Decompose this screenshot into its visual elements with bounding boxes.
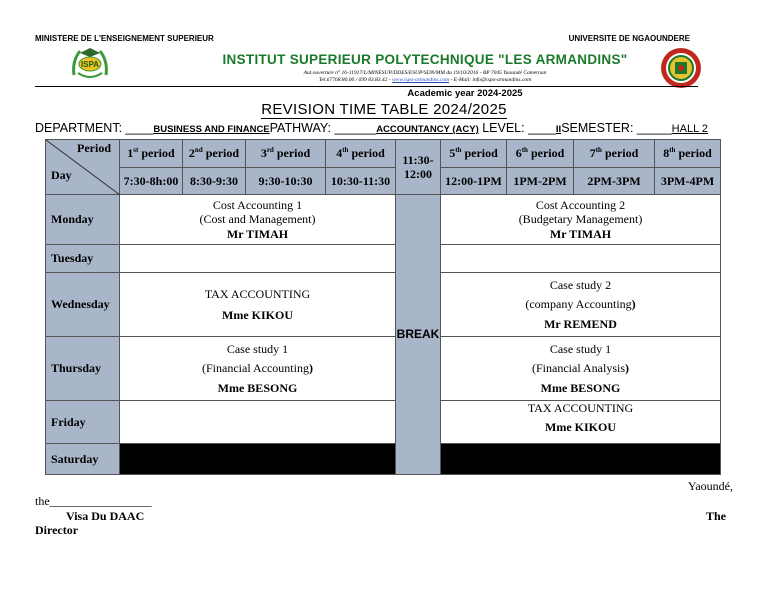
pathway-value: ACCOUNTANCY (ACY) — [376, 124, 479, 135]
pathway-underline: ______ — [334, 121, 377, 135]
course-name: Case study 2 — [549, 277, 612, 292]
course-detail: (Financial Analysis) — [532, 361, 629, 376]
period-time-8: 3PM-4PM — [655, 168, 721, 195]
period-time-2: 8:30-9:30 — [183, 168, 246, 195]
period-time-5: 12:00-1PM — [441, 168, 507, 195]
department-underline: ____ — [125, 121, 154, 135]
thursday-morning-cell — [120, 337, 396, 401]
period-label: Period — [77, 141, 111, 155]
monday-morning-cell — [120, 195, 396, 245]
email-text: - E-Mail: info@ispa-armandins.com — [449, 77, 532, 83]
semester-underline: _____ — [636, 121, 672, 135]
university-seal — [660, 47, 702, 89]
contact-line — [0, 77, 768, 83]
wednesday-afternoon-cell — [441, 273, 721, 337]
day-saturday: Saturday — [46, 444, 120, 475]
period-header-6: 6th period — [507, 140, 574, 168]
course-name: TAX ACCOUNTING — [204, 287, 311, 302]
semester-value: HALL 2 — [671, 123, 708, 135]
course-detail: (company Accounting) — [525, 297, 636, 312]
course-detail: (Cost and Management) — [199, 212, 316, 227]
period-time-7: 2PM-3PM — [574, 168, 655, 195]
thursday-afternoon-cell — [441, 337, 721, 401]
break-column: BREAK — [396, 195, 441, 475]
day-monday: Monday — [46, 195, 120, 245]
friday-afternoon-cell — [441, 401, 721, 444]
page-title — [0, 101, 768, 118]
period-day-header — [46, 140, 120, 195]
period-time-4: 10:30-11:30 — [326, 168, 396, 195]
course-name: Case study 1 — [226, 341, 289, 356]
course-name: TAX ACCOUNTING — [527, 401, 634, 415]
department-value: BUSINESS AND FINANCE — [153, 124, 270, 135]
lecturer-name: Mme KIKOU — [545, 420, 616, 435]
level-underline: ____ — [528, 121, 556, 135]
department-label: DEPARTMENT: — [35, 121, 126, 135]
course-name: Cost Accounting 1 — [212, 197, 303, 212]
level-value: II — [555, 124, 562, 135]
day-label: Day — [51, 167, 72, 182]
period-header-4: 4th period — [326, 140, 396, 168]
university-header: UNIVERSITE DE NGAOUNDERE — [568, 34, 690, 43]
page-title-text: REVISION TIME TABLE 2024/2025 — [261, 101, 507, 118]
logo-text: ISPA — [80, 60, 100, 69]
period-header-2: 2nd period — [183, 140, 246, 168]
period-header-8: 8th period — [655, 140, 721, 168]
academic-year: Academic year 2024-2025 — [407, 88, 523, 99]
date-line: the_________________ — [35, 494, 152, 508]
ministry-header: MINISTERE DE L'ENSEIGNEMENT SUPERIEUR — [35, 34, 214, 43]
institute-name: INSTITUT SUPERIEUR POLYTECHNIQUE "LES ARMANDINS" — [222, 52, 628, 67]
course-name: Cost Accounting 2 — [535, 197, 626, 212]
tuesday-afternoon-cell — [441, 245, 721, 273]
class-info-line — [35, 121, 708, 135]
semester-label: SEMESTER: — [561, 121, 637, 135]
lecturer-name: Mr TIMAH — [226, 226, 289, 241]
period-time-1: 7:30-8h:00 — [120, 168, 183, 195]
course-name: Case study 1 — [549, 341, 612, 356]
lecturer-name: Mr TIMAH — [549, 226, 612, 241]
saturday-morning-cell — [120, 444, 396, 475]
lecturer-name: Mr REMEND — [544, 316, 617, 331]
header-divider — [35, 86, 698, 87]
pathway-label: PATHWAY: — [269, 121, 335, 135]
saturday-afternoon-cell — [441, 444, 721, 475]
friday-morning-cell — [120, 401, 396, 444]
period-time-3: 9:30-10:30 — [246, 168, 326, 195]
day-thursday: Thursday — [46, 337, 120, 401]
wednesday-morning-cell — [120, 273, 396, 337]
period-time-6: 1PM-2PM — [507, 168, 574, 195]
the-label: The — [705, 509, 726, 523]
course-detail: (Budgetary Management) — [518, 212, 643, 227]
monday-afternoon-cell — [441, 195, 721, 245]
lecturer-name: Mme BESONG — [540, 380, 621, 395]
day-wednesday: Wednesday — [46, 273, 120, 337]
phone-text: Tel.67768.80.00 / 699 83.83.42 - — [318, 77, 393, 83]
day-friday: Friday — [46, 401, 120, 444]
day-tuesday: Tuesday — [46, 245, 120, 273]
period-header-3: 3rd period — [246, 140, 326, 168]
lecturer-name: Mme KIKOU — [222, 307, 293, 322]
director-label: Director — [35, 523, 79, 537]
period-header-1: 1st period — [120, 140, 183, 168]
period-header-5: 5th period — [441, 140, 507, 168]
period-header-7: 7th period — [574, 140, 655, 168]
place-text: Yaoundé, — [687, 479, 733, 493]
level-label: LEVEL: — [478, 121, 529, 135]
course-detail: (Financial Accounting) — [202, 361, 313, 376]
lecturer-name: Mme BESONG — [217, 380, 298, 395]
tuesday-morning-cell — [120, 245, 396, 273]
website-link[interactable]: www.ispa-armandins.com — [392, 77, 450, 83]
authorization-line: Aut.ouverture n° 16-11917/L/MINESUP/DDES/ESUP/SDN/MM du 19/10/2016 - BP 7045 Yaoundé Cameroun — [303, 70, 547, 76]
timetable — [45, 139, 721, 475]
visa-label: Visa Du DAAC — [66, 509, 145, 523]
break-time-header: 11:30-12:00 — [396, 140, 441, 195]
